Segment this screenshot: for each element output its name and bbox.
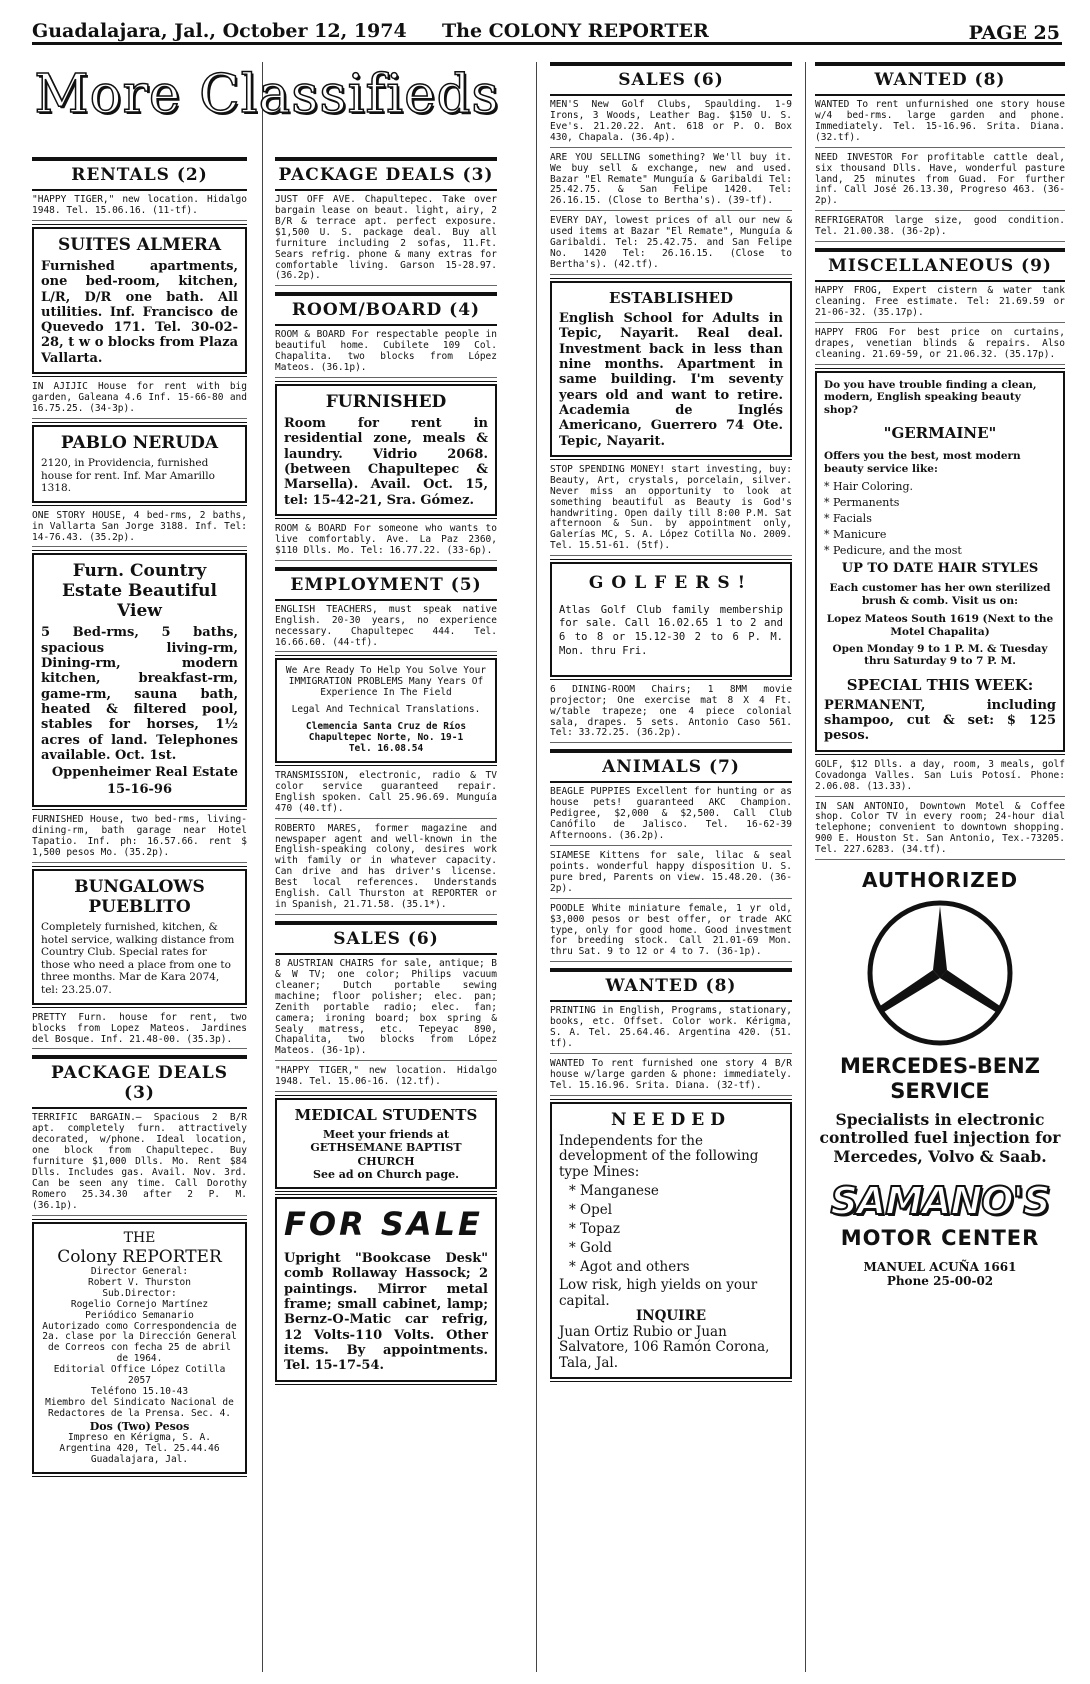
medical-students-ad <box>275 1098 497 1189</box>
ad-offer: Offers you the best, most modern beauty service like: <box>824 450 1021 476</box>
ad-logo-sub: MOTOR CENTER <box>840 1226 1040 1251</box>
classified-ad: 8 AUSTRIAN CHAIRS for sale, antique; B & W TV; one color; Philips vacuum cleaner; Dutch portable sewing machine; floor polisher; elec. pan; Zenith portable radio; elec. fan; camera; ironing board; box spring & Sealy matress, etc. Tepeyac 890, Chapalita, two blocks from López Mateos. (36-1p). <box>275 959 497 1061</box>
header-rule <box>32 42 1062 45</box>
package-deals-heading: PACKAGE DEALS (3) <box>275 157 497 191</box>
masthead-price: Dos (Two) Pesos <box>89 1419 190 1433</box>
ad-body: English School for Adults in Tepic, Nayarit. Real deal. Investment back in less than nine months. Apartment in same building. I'm seventy years old and want to retire. Academia de Inglés Americano, Guerrero 74 Ote. Tepic, Nayarit. <box>559 310 783 449</box>
list-item: * Manganese <box>569 1183 783 1199</box>
masthead-line: Sub.Director: <box>102 1287 177 1299</box>
paper-name: The COLONY REPORTER <box>442 20 709 42</box>
ad-line: Legal And Technical Translations. <box>291 704 481 716</box>
ad-line: Tel. 16.08.54 <box>348 743 424 755</box>
ad-title: ESTABLISHED <box>609 288 733 307</box>
room-board-heading: ROOM/BOARD (4) <box>275 292 497 326</box>
list-item: * Facials <box>824 512 1056 525</box>
classified-ad: HAPPY FROG For best price on curtains, drapes, venetian blinds & repairs. Also cleaning. 21.69-59, or 21.06.32. (35.17p). <box>815 328 1065 365</box>
golfers-ad <box>550 562 792 677</box>
ad-address: MANUEL ACUÑA 1661 <box>863 1260 1017 1275</box>
masthead-line: Director General: <box>90 1265 189 1277</box>
column-rule <box>536 62 537 1672</box>
ad-title: SUITES ALMERA <box>57 234 222 255</box>
classified-ad: FURNISHED House, two bed-rms, living-dining-rm, bath garage near Hotel Tapatio. Inf. ph: 16.57.66. rent $ 1,500 pesos Mo. (35.2p). <box>32 815 247 863</box>
mines-list <box>569 1183 783 1275</box>
masthead-line: Miembro del Sindicato Nacional de Redactores de la Prensa. Sec. 4. <box>45 1396 234 1419</box>
column-2 <box>275 155 497 1674</box>
masthead-the: THE <box>123 1229 156 1246</box>
classified-ad: NEED INVESTOR For profitable cattle deal, six thousand Dlls. Have, wonderful pasture land, 25 minutes from Guad. For further inf. Call José 26.13.30, Progreso 463. (36-2p). <box>815 153 1065 212</box>
classified-ad: WANTED To rent unfurnished one story house w/4 bed-rms. large garden and phone. Immediately. Tel. 15-16.96. Srita. Diana. (32.tf). <box>815 100 1065 148</box>
list-item: * Pedicure, and the most <box>824 544 1056 557</box>
column-1-body <box>32 155 247 1674</box>
ad-subtitle: UP TO DATE HAIR STYLES <box>841 560 1039 576</box>
ad-hours: Open Monday 9 to 1 P. M. & Tuesday thru Saturday 9 to 7 P. M. <box>832 642 1048 668</box>
ad-intro: Independents for the development of the following type Mines: <box>559 1132 759 1180</box>
miscellaneous-heading: MISCELLANEOUS (9) <box>815 248 1065 282</box>
ad-intro: Do you have trouble finding a clean, modern, English speaking beauty shop? <box>824 378 1037 416</box>
needed-ad <box>550 1102 792 1380</box>
masthead-line: Robert V. Thurston <box>88 1276 191 1288</box>
ad-line: Each customer has her own sterilized brush & comb. Visit us on: <box>829 582 1051 607</box>
column-3 <box>550 60 792 1674</box>
ad-title: FOR SALE <box>284 1204 483 1243</box>
ad-title: NEEDED <box>611 1109 731 1130</box>
pablo-neruda-ad <box>32 425 247 503</box>
list-item: * Agot and others <box>569 1259 783 1275</box>
ad-body: Upright "Bookcase Desk" comb Rollaway Hassock; 2 paintings. Mirror metal frame; small cabinet, lamp; Bernz-O-Matic car refrig, 12 Volts-110 Volts. Other items. By appointments. Tel. 15-17-54. <box>284 1250 488 1374</box>
classified-ad: PRETTY Furn. house for rent, two blocks from Lopez Mateos. Jardines del Bosque. Inf. 21.48-00. (35.3p). <box>32 1013 247 1050</box>
ad-title: FURNISHED <box>325 392 447 413</box>
ad-special: SPECIAL THIS WEEK: <box>846 675 1034 694</box>
classified-ad: JUST OFF AVE. Chapultepec. Take over bargain lease on beaut. light, airy, 2 B/R & terrace apt. perfect exposure. $1,500 U. S. package deal. Buy all furniture including 2 sofas, 11.Ft. Sears refrig. phone & many extras for comfortable living. Garson 15-28.97. (36.2p). <box>275 195 497 286</box>
sales-heading: SALES (6) <box>550 62 792 96</box>
established-ad <box>550 281 792 457</box>
ad-line: See ad on Church page. <box>313 1167 459 1181</box>
classified-ad: MEN'S New Golf Clubs, Spaulding. 1-9 Irons, 3 Woods, Leather Bag. $150 U. S. Eve's. 21.20.22. Ant. 618 or P. O. Box 430, Chapala. (36.4p). <box>550 100 792 148</box>
package-deals-heading: PACKAGE DEALS (3) <box>32 1055 247 1109</box>
ad-brand: MERCEDES-BENZ SERVICE <box>840 1054 1040 1104</box>
classified-ad: PRINTING in English, Programs, stationary, books, etc. Offset. Color work. Kérigma, S. A. Tel. 25.64.46. Argentina 420. (51. tf). <box>550 1006 792 1054</box>
bungalows-ad <box>32 869 247 1005</box>
ad-body: Furnished apartments, one bed-room, kitchen, L/R, D/R one bath. All utilities. Inf. Francisco de Quevedo 171. Tel. 30-02-28, t w o blocks from Plaza Vallarta. <box>41 258 238 366</box>
classified-ad: WANTED To rent furnished one story 4 B/R house w/large garden & phone: immediately. Tel. 15.16.96. Srita. Diana. (32-tf). <box>550 1059 792 1096</box>
animals-heading: ANIMALS (7) <box>550 749 792 783</box>
classified-ad: REFRIGERATOR large size, good condition. Tel. 21.00.38. (36-2p). <box>815 216 1065 242</box>
classified-ad: GOLF, $12 Dlls. a day, room, 3 meals, golf Covadonga Valles. San Luis Potosí. Phone: 2.06.08. (13.33). <box>815 760 1065 797</box>
page-header <box>32 14 1060 44</box>
ad-title: BUNGALOWS PUEBLITO <box>74 877 205 918</box>
ad-phone: 15-16-96 <box>106 782 173 798</box>
list-item: * Gold <box>569 1240 783 1256</box>
rentals-heading: RENTALS (2) <box>32 157 247 191</box>
ad-phone: Phone 25-00-02 <box>886 1274 994 1289</box>
ad-line: We Are Ready To Help You Solve Your IMMIGRATION PROBLEMS Many Years Of Experience In The Field <box>285 665 487 699</box>
classified-ad: "HAPPY TIGER," new location. Hidalgo 1948. Tel. 15.06-16. (12.tf). <box>275 1066 497 1092</box>
furnished-room-ad <box>275 384 497 516</box>
classified-ad: ROOM & BOARD For respectable people in beautiful home. Cubilete 109 Col. Chapalita. two blocks from López Mateos. (36.1p). <box>275 330 497 378</box>
classified-ad: SIAMESE Kittens for sale, lilac & seal points. wonderful happy disposition U. S. pure bred, Parents on view. 15.48.20. (36-2p). <box>550 851 792 899</box>
wanted-heading: WANTED (8) <box>815 62 1065 96</box>
mercedes-star-icon <box>865 898 1015 1048</box>
ad-body: 5 Bed-rms, 5 baths, spacious living-rm, Dining-rm, modern kitchen, breakfast-rm, game-rm, sauna bath, heated & filtered pool, stables for horses, 1½ acres of land. Telephones available. Oct. 1st. <box>41 625 238 764</box>
classified-ad: TRANSMISSION, electronic, radio & TV color service guaranteed repair. English spoken. Call 25.96.69. Munguía 470 (40.tf). <box>275 771 497 819</box>
immigration-ad <box>275 658 497 762</box>
wanted-heading: WANTED (8) <box>550 968 792 1002</box>
classified-ad: HAPPY FROG, Expert cistern & water tank cleaning. Free estimate. Tel: 21.69.59 or 21-06-32. (35.17p). <box>815 286 1065 323</box>
ad-title: MEDICAL STUDENTS <box>294 1106 478 1125</box>
suites-almera-ad <box>32 227 247 374</box>
mercedes-ad <box>815 868 1065 1288</box>
germaine-ad <box>815 371 1065 752</box>
services-list <box>824 480 1056 557</box>
ad-line: GETHSEMANE BAPTIST CHURCH <box>310 1141 462 1168</box>
ad-body: Room for rent in residential zone, meals & laundry. Vidrio 2068. (between Chapultepec & Marsella). Avail. Oct. 15, tel: 15-42-21, Sra. Gómez. <box>284 416 488 508</box>
ad-inquire: INQUIRE <box>635 1308 706 1325</box>
page-number: PAGE 25 <box>968 22 1060 44</box>
masthead-line: Teléfono 15.10-43 <box>90 1386 189 1398</box>
ad-body: 2120, in Providencia, furnished house for rent. Inf. Mar Amarillo 1318. <box>41 456 215 495</box>
ad-offer-detail: PERMANENT, including shampoo, cut & set: $ 125 pesos. <box>824 697 1056 744</box>
classified-ad: POODLE White miniature female, 1 yr old, $3,000 pesos or best offer, or trade AKC type, only for good home. Good investment for breeding stock. Call 21.01-69 Mon. thru Sat. 9 to 12 or 4 to 7. (36-1p). <box>550 904 792 963</box>
classified-ad: ONE STORY HOUSE, 4 bed-rms, 2 baths, in Vallarta San Jorge 3188. Inf. Tel: 14-76.43. (35.2p). <box>32 511 247 548</box>
for-sale-ad <box>275 1197 497 1382</box>
samanos-logo: SAMANO'S <box>830 1179 1050 1224</box>
classified-ad: 6 DINING-ROOM Chairs; 1 8MM movie projector; One exercise mat 8 X 4 Ft. w/table trapeze; one 4 piece colonial sala, drapes. 5 sets. Antonio Caso 561. Tel: 33.72.25. (36.2p). <box>550 685 792 744</box>
ad-title: GOLFERS! <box>588 573 754 594</box>
list-item: * Hair Coloring. <box>824 480 1056 493</box>
column-4 <box>815 60 1065 1674</box>
sales-heading: SALES (6) <box>275 921 497 955</box>
masthead-line: Autorizado como Correspondencia de 2a. clase por la Dirección General de Correos con fecha 25 de abril de 1964. <box>42 1320 237 1365</box>
classified-ad: ROOM & BOARD For someone who wants to live comfortably. Ave. La Paz 2360, $110 Dlls. Mo. Tel: 16.77.22. (33-6p). <box>275 524 497 561</box>
ad-body: Atlas Golf Club family membership for sale. Call 16.02.65 1 to 2 and 6 to 8 or 15.12-30 2 to 6 P. M. Mon. thru Fri. <box>559 603 783 657</box>
classified-ad: "HAPPY TIGER," new location. Hidalgo 1948. Tel. 15.06.16. (11-tf). <box>32 195 247 221</box>
ad-line: Chapultepec Norte, No. 19-1 <box>308 732 464 744</box>
masthead-line: Editorial Office López Cotilla 2057 <box>53 1364 226 1387</box>
column-rule <box>805 62 806 1672</box>
ad-title: Furn. Country Estate Beautiful View <box>62 561 217 622</box>
classified-ad: BEAGLE PUPPIES Excellent for hunting or as house pets! guaranteed AKC Champion. Pedigree, $2,000 & $2,500. Call Club Canófilo de Jalisco. Tel. 16-62-39 Afternoons. (36.2p). <box>550 787 792 846</box>
country-estate-ad <box>32 553 247 807</box>
ad-body: Specialists in electronic controlled fuel injection for Mercedes, Volvo & Saab. <box>819 1109 1061 1166</box>
masthead-line: Rogelio Cornejo Martínez <box>70 1298 209 1310</box>
masthead-line: Impreso en Kérigma, S. A. Argentina 420, Tel. 25.44.46 Guadalajara, Jal. <box>59 1432 220 1465</box>
classified-ad: ENGLISH TEACHERS, must speak native English. 20-30 years, no experience necessary. Chapultepec 444. Tel. 16.66.60. (44-tf). <box>275 605 497 653</box>
ad-kicker: AUTHORIZED <box>861 868 1019 893</box>
ad-address: Lopez Mateos South 1619 (Next to the Motel Chapalita) <box>826 613 1054 639</box>
masthead-line: Periódico Semanario <box>85 1309 194 1321</box>
ad-title: "GERMAINE" <box>883 424 997 443</box>
dateline: Guadalajara, Jal., October 12, 1974 <box>32 20 407 42</box>
masthead-name: Colony REPORTER <box>57 1246 222 1267</box>
ad-outro: Low risk, high yields on your capital. <box>559 1277 758 1309</box>
list-item: * Topaz <box>569 1221 783 1237</box>
list-item: * Permanents <box>824 496 1056 509</box>
employment-heading: EMPLOYMENT (5) <box>275 567 497 601</box>
list-item: * Manicure <box>824 528 1056 541</box>
ad-signature: Oppenheimer Real Estate <box>51 765 238 781</box>
classified-ad: STOP SPENDING MONEY! start investing, buy: Beauty, Art, crystals, porcelain, silver. Never miss an opportunity to look at something beautiful as Beauty is God's handwriting. Open daily till 8:00 P.M. Sat afternoon & Sun. by appointment only, Galerías MC, S. A. López Cotilla No. 2009. Tel. 15.51-61. (5tf). <box>550 465 792 556</box>
masthead-box <box>32 1222 247 1474</box>
classified-ad: EVERY DAY, lowest prices of all our new & used items at Bazar "El Remate", Munguía & Garibaldi. Tel: 25.42.75. and San Felipe No. 1420 Tel: 26.16.15. (Close to Bertha's). (42.tf). <box>550 216 792 275</box>
classified-ad: IN AJIJIC House for rent with big garden, Galeana 4.6 Inf. 15-66-80 and 16.75.25. (34-3p). <box>32 382 247 419</box>
classified-ad: ARE YOU SELLING something? We'll buy it. We buy sell & exchange, new and used. Bazar "El Remate" Munguía & Garibaldi Tel: 25.42.75. & San Felipe 1420. Tel: 26.16.15. (Close to Bertha's). (39-tf). <box>550 153 792 212</box>
ad-line: Meet your friends at <box>322 1128 450 1142</box>
classified-ad: IN SAN ANTONIO, Downtown Motel & Coffee shop. Color TV in every room; 24-hour dial telephone; convenient to downtown shopping. 900 E. Houston St. San Antonio, Tex.-73205. Tel. 227.6283. (34.tf). <box>815 802 1065 861</box>
classified-ad: ROBERTO MARES, former magazine and newspaper agent and well-known in the English-speaking colony, desires work with family or in whatever capacity. Can drive and has driver's license. Best local references. Understands English. Call Thurston at REPORTER or in Spanish, 21.71.58. (35.1*). <box>275 824 497 915</box>
ad-contact: Juan Ortiz Rubio or Juan Salvatore, 106 Ramón Corona, Tala, Jal. <box>559 1323 770 1371</box>
list-item: * Opel <box>569 1202 783 1218</box>
ad-body: Completely furnished, kitchen, & hotel service, walking distance from Country Club. Special rates for those who need a place from one to three months. Mar de Kara 2074, tel: 23.25.07. <box>41 921 235 997</box>
classified-ad: TERRIFIC BARGAIN.— Spacious 2 B/R apt. completely furn. attractively decorated, w/phone. Ideal location, one block from Chapultepec. Buy furniture $1,000 Dlls. Mo. Rent $84 Dlls. Includes gas. Avail. Nov. 3rd. Can be seen any time. Call Dorothy Romero 25.34.30 after 2 P. M. (36.1p). <box>32 1113 247 1215</box>
ad-line: Clemencia Santa Cruz de Ríos <box>305 721 467 733</box>
ad-title: PABLO NERUDA <box>60 432 219 453</box>
banner-title: More Classifieds <box>34 64 500 125</box>
